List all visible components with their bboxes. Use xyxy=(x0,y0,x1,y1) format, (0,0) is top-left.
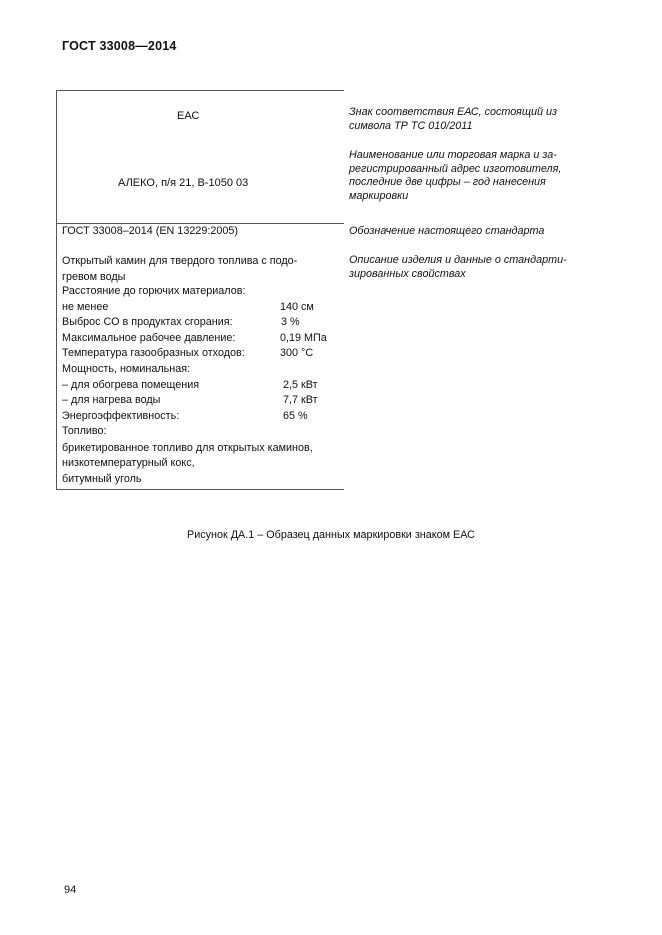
desc-line: Описание изделия и данные о стандарти- xyxy=(349,254,567,266)
fuel-line: низкотемпературный кокс, xyxy=(62,457,195,470)
desc-standard xyxy=(349,225,599,239)
standard-designation: ГОСТ 33008–2014 (EN 13229:2005) xyxy=(62,225,238,237)
desc-product xyxy=(349,254,599,281)
param-value: 7,7 кВт xyxy=(283,394,318,407)
eac-mark: ЕАС xyxy=(177,110,200,122)
figure-caption: Рисунок ДА.1 – Образец данных маркировки знаком ЕАС xyxy=(187,529,475,541)
desc-eac xyxy=(349,106,599,133)
product-description xyxy=(62,254,297,285)
box-left-border xyxy=(56,90,57,490)
fuel-list xyxy=(62,441,313,488)
box-top-border xyxy=(56,90,344,91)
desc-line: Обозначение настоящего стандарта xyxy=(349,225,545,237)
parameters-list xyxy=(62,285,342,445)
param-value: 2,5 кВт xyxy=(283,378,318,391)
fuel-line: брикетированное топливо для открытых каминов, xyxy=(62,441,313,454)
param-label: – для нагрева воды xyxy=(62,394,161,407)
param-label: Температура газообразных отходов: xyxy=(62,347,245,360)
manufacturer-address: АЛЕКО, п/я 21, В-1050 03 xyxy=(118,177,249,189)
page-number: 94 xyxy=(64,884,77,896)
param-label: Энергоэффективность: xyxy=(62,409,180,422)
desc-line: зированных свойствах xyxy=(349,267,466,280)
param-value: 3 % xyxy=(281,316,300,329)
param-value: 65 % xyxy=(283,409,308,422)
param-label: не менее xyxy=(62,300,109,313)
desc-manufacturer xyxy=(349,149,599,203)
param-label: Максимальное рабочее давление: xyxy=(62,331,236,344)
param-label: – для обогрева помещения xyxy=(62,378,200,391)
param-label: Выброс СО в продуктах сгорания: xyxy=(62,316,233,329)
box-bottom-border xyxy=(56,489,344,490)
product-line: Открытый камин для твердого топлива с подо- xyxy=(62,255,298,267)
standard-header: ГОСТ 33008—2014 xyxy=(62,39,177,53)
desc-line: символа ТР ТС 010/2011 xyxy=(349,119,473,132)
param-label: Мощность, номинальная: xyxy=(62,363,191,375)
param-label: Расстояние до горючих материалов: xyxy=(62,285,246,297)
desc-line: Знак соответствия ЕАС, состоящий из xyxy=(349,106,558,118)
param-value: 140 см xyxy=(280,300,314,313)
param-value: 300 °С xyxy=(280,347,314,360)
param-value: 0,19 МПа xyxy=(280,331,327,344)
marking-sample-box xyxy=(56,90,344,490)
desc-line: маркировки xyxy=(349,189,409,202)
desc-line: последние две цифры – год нанесения xyxy=(349,176,546,189)
fuel-line: битумный уголь xyxy=(62,472,142,485)
desc-line: Наименование или торговая марка и за- xyxy=(349,149,557,161)
desc-line: регистрированный адрес изготовителя, xyxy=(349,162,562,175)
product-line: гревом воды xyxy=(62,270,126,283)
param-label: Топливо: xyxy=(62,425,107,438)
